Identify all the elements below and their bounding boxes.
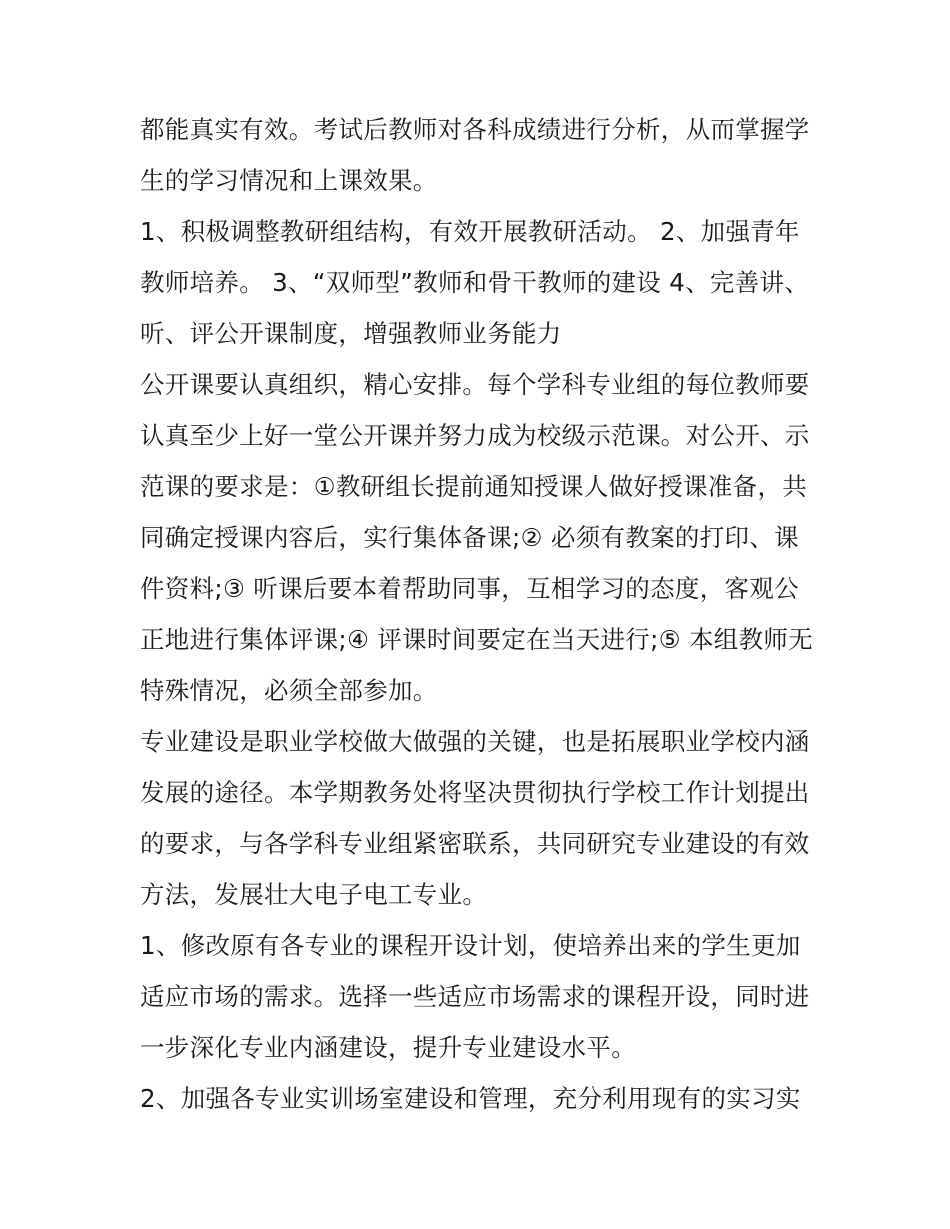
paragraph-curriculum-revision: 1、修改原有各专业的课程开设计划，使培养出来的学生更加适应市场的需求。选择一些适应市场需求的课程开设，同时进一步深化专业内涵建设，提升专业建设水平。 [140, 931, 810, 1062]
document-body [140, 104, 820, 1124]
paragraph-teaching-research-list: 1、积极调整教研组结构，有效开展教研活动。 2、加强青年教师培养。 3、“双师型”教师和骨干教师的建设 4、完善讲、听、评公开课制度，增强教师业务能力 [140, 217, 810, 348]
paragraph-open-class-requirements: 公开课要认真组织，精心安排。每个学科专业组的每位教师要认真至少上好一堂公开课并努力成为校级示范课。对公开、示范课的要求是：①教研组长提前通知授课人做好授课准备，共同确定授课内容后，实行集体备课;② 必须有教案的打印、课件资料;③ 听课后要本着帮助同事，互相学习的态度，客观公正地进行集体评课;④ 评课时间要定在当天进行;⑤ 本组教师无特殊情况，必须全部参加。 [140, 370, 814, 705]
paragraph-exam-analysis: 都能真实有效。考试后教师对各科成绩进行分析，从而掌握学生的学习情况和上课效果。 [140, 115, 810, 195]
paragraph-training-room: 2、加强各专业实训场室建设和管理，充分利用现有的实习实 [140, 1084, 801, 1113]
paragraph-specialty-construction: 专业建设是职业学校做大做强的关键，也是拓展职业学校内涵发展的途径。本学期教务处将坚决贯彻执行学校工作计划提出的要求，与各学科专业组紧密联系，共同研究专业建设的有效方法，发展壮大电子电工专业。 [140, 727, 810, 909]
